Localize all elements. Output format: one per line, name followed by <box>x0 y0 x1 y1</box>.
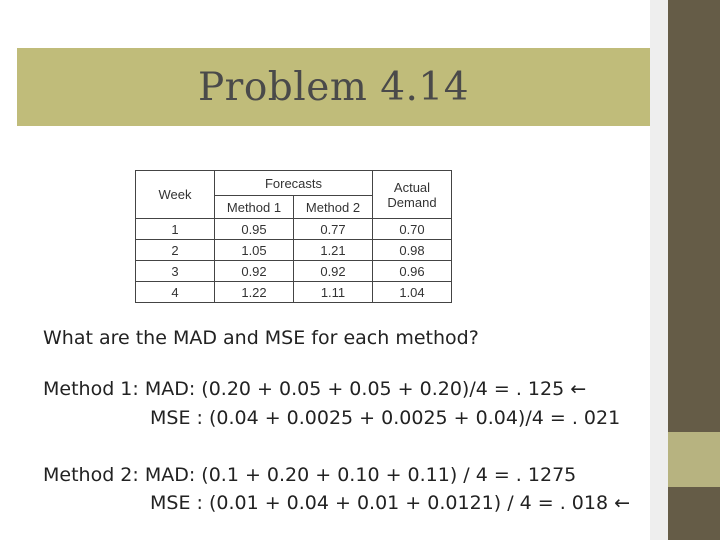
cell-actual: 0.70 <box>373 219 452 240</box>
cell-method2: 1.11 <box>294 282 373 303</box>
cell-week: 3 <box>136 261 215 282</box>
method1-mad-line <box>43 378 586 400</box>
header-actual-demand <box>373 171 452 219</box>
forecast-table <box>135 170 452 303</box>
header-forecasts: Forecasts <box>215 171 373 196</box>
header-method2: Method 2 <box>294 196 373 219</box>
cell-actual: 0.98 <box>373 240 452 261</box>
cell-method2: 0.92 <box>294 261 373 282</box>
right-side-accent <box>668 432 720 487</box>
header-actual-line2: Demand <box>387 194 437 210</box>
method1-mad-text: Method 1: MAD: (0.20 + 0.05 + 0.05 + 0.20)/4 = . 125 <box>43 378 565 400</box>
right-side-band <box>650 0 668 540</box>
title-banner <box>17 48 650 126</box>
left-arrow-icon: ← <box>614 492 631 514</box>
method2-mse-line <box>150 492 630 514</box>
method2-mad-line: Method 2: MAD: (0.1 + 0.20 + 0.10 + 0.11) / 4 = . 1275 <box>43 464 577 486</box>
cell-actual: 1.04 <box>373 282 452 303</box>
cell-week: 1 <box>136 219 215 240</box>
method1-mse-line: MSE : (0.04 + 0.0025 + 0.0025 + 0.04)/4 = . 021 <box>150 407 621 429</box>
method2-mse-text: MSE : (0.01 + 0.04 + 0.01 + 0.0121) / 4 = . 018 <box>150 492 609 514</box>
slide-title: Problem 4.14 <box>197 65 470 110</box>
cell-method1: 0.92 <box>215 261 294 282</box>
cell-week: 4 <box>136 282 215 303</box>
cell-method2: 1.21 <box>294 240 373 261</box>
cell-actual: 0.96 <box>373 261 452 282</box>
cell-method1: 1.05 <box>215 240 294 261</box>
table-row <box>136 219 452 240</box>
header-method1: Method 1 <box>215 196 294 219</box>
table-row <box>136 261 452 282</box>
cell-method1: 0.95 <box>215 219 294 240</box>
cell-method1: 1.22 <box>215 282 294 303</box>
cell-week: 2 <box>136 240 215 261</box>
left-arrow-icon: ← <box>570 378 587 400</box>
header-actual-line1: Actual <box>393 179 431 195</box>
table-row <box>136 240 452 261</box>
table-row <box>136 282 452 303</box>
header-week: Week <box>136 171 215 219</box>
question-text: What are the MAD and MSE for each method? <box>43 327 479 349</box>
cell-method2: 0.77 <box>294 219 373 240</box>
